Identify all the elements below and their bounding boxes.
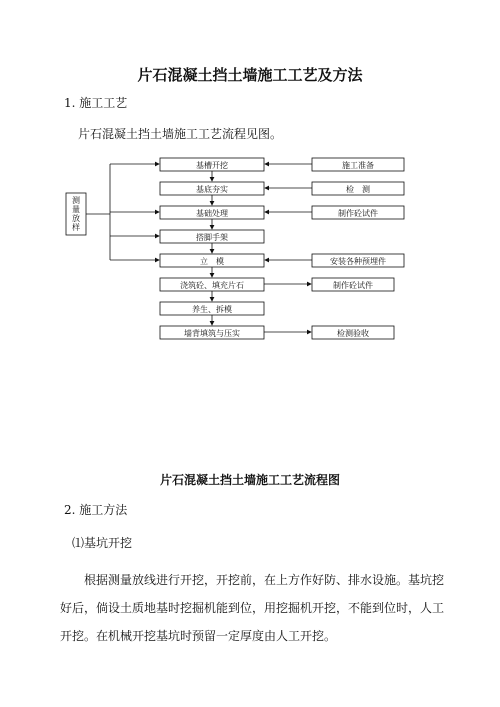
right-label: 制作砼试件	[338, 209, 378, 218]
step-label: 立 模	[200, 257, 224, 266]
section1-heading: 1. 施工工艺	[64, 96, 128, 110]
right-label: 制作砼试件	[333, 281, 373, 290]
step-label: 养生、拆模	[192, 305, 232, 314]
intro-line: 片石混凝土挡土墙施工工艺流程见图。	[78, 127, 283, 141]
survey-char-2: 量	[72, 205, 80, 214]
step-label: 基底夯实	[196, 185, 228, 194]
survey-char-4: 样	[72, 223, 80, 232]
paragraph-1: 根据测量放线进行开挖，开挖前，在上方作好防、排水设施。基坑挖好后，倘设土质地基时挖掘机能到位，用挖掘机开挖，不能到位时，人工开挖。在机械开挖基坑时预留一定厚度由人工开挖。	[60, 573, 445, 643]
survey-char-1: 测	[72, 196, 80, 205]
step-label: 基槽开挖	[196, 161, 228, 170]
section2-heading: 2. 施工方法	[64, 503, 128, 517]
page-title: 片石混凝土挡土墙施工工艺及方法	[137, 66, 363, 84]
survey-char-3: 放	[72, 214, 80, 223]
right-label: 检 测	[346, 185, 370, 194]
right-label: 施工准备	[342, 161, 374, 170]
subsection1-heading: ⑴基坑开挖	[72, 536, 133, 550]
step-label: 基础处理	[196, 209, 228, 218]
step-label: 搭脚手架	[196, 233, 228, 242]
figure-caption: 片石混凝土挡土墙施工工艺流程图	[159, 473, 340, 487]
right-label: 安装各种预埋件	[330, 257, 386, 266]
right-label: 检测验收	[337, 329, 369, 338]
step-label: 浇筑砼、填充片石	[180, 281, 244, 290]
step-label: 墙背填筑与压实	[184, 329, 240, 338]
